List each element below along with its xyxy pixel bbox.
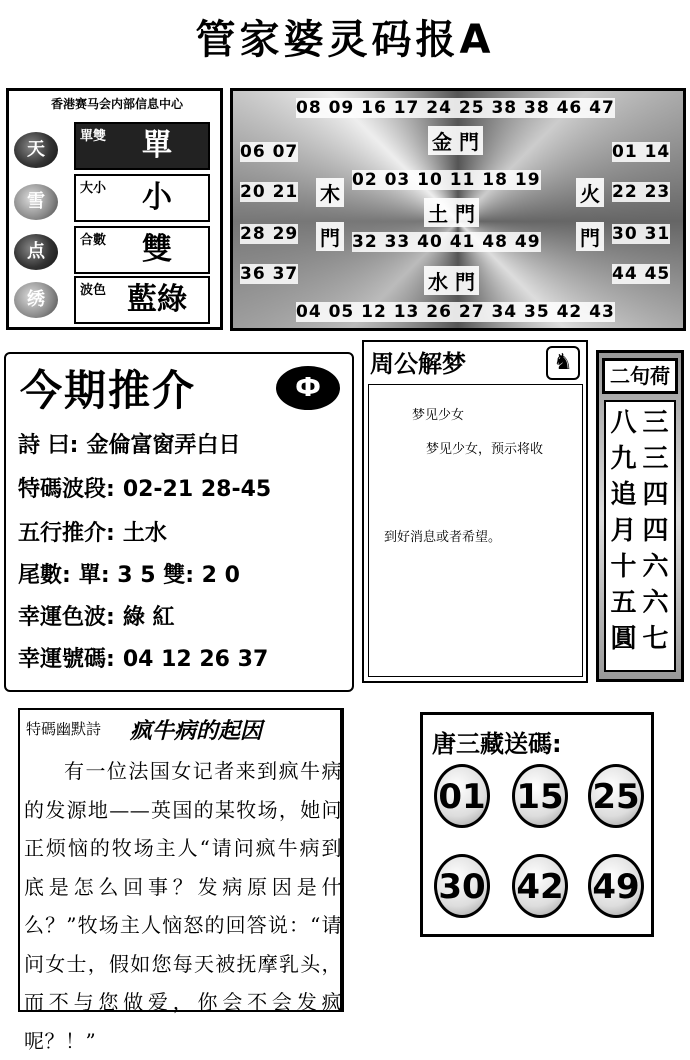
info-header: 香港赛马会内部信息中心	[50, 97, 183, 111]
board-left-row: 20 21	[240, 182, 299, 202]
recommend-value: 04 12 26 37	[122, 647, 269, 672]
recommend-logo-icon: Ф	[276, 366, 340, 410]
recommend-value: 金倫富窗弄白日	[86, 433, 241, 458]
recommend-row	[18, 472, 348, 512]
verse-title: 二句荷	[602, 358, 678, 394]
info-row-sum	[74, 226, 210, 274]
tang-title: 唐三藏送碼:	[432, 730, 562, 758]
recommend-title: 今期推介	[20, 366, 197, 415]
poem-body: 有一位法国女记者来到疯牛病的发源地——英国的某牧场，她问正烦恼的牧场主人“请问疯牛病到底是怎么回事？发病原因是什么？”牧场主人恼怒的回答说：“请问女士，假如您每天被抚摩乳头，而不与您做爱，你会不会发疯呢？！”	[24, 759, 342, 1053]
info-row-label: 合數	[80, 233, 107, 248]
board-left-row: 36 37	[240, 264, 299, 284]
recommend-row	[18, 428, 348, 468]
dream-title: 周公解梦	[370, 350, 466, 378]
verse-content	[604, 400, 676, 672]
verse-column-left: 八九追月十五圓	[606, 408, 636, 660]
info-row-value: 單	[142, 128, 172, 163]
tang-number-ball: 49	[588, 854, 644, 918]
info-ball-3: 点	[14, 234, 58, 270]
info-ball-4: 绣	[14, 282, 58, 318]
gate-wood: 木	[316, 178, 344, 207]
gate-earth: 土 門	[424, 198, 479, 227]
info-row-value: 雙	[142, 232, 172, 267]
board-top-row: 08 09 16 17 24 25 38 38 46 47	[296, 98, 615, 118]
poem-title: 疯牛病的起因	[130, 719, 263, 744]
board-center-top: 02 03 10 11 18 19	[352, 170, 541, 190]
recommend-label: 尾數:	[18, 563, 71, 588]
recommend-value: 綠 紅	[122, 605, 175, 630]
info-row-color	[74, 276, 210, 324]
recommend-label: 幸運色波:	[18, 605, 115, 630]
board-right-row: 01 14	[612, 142, 671, 162]
recommend-label: 幸運號碼:	[18, 647, 115, 672]
recommend-row	[18, 558, 348, 598]
tang-number-ball: 42	[512, 854, 568, 918]
board-left-row: 06 07	[240, 142, 299, 162]
dream-icon: ♞	[546, 346, 580, 380]
info-row-label: 大小	[80, 181, 107, 196]
info-row-odd-even	[74, 122, 210, 170]
board-center-bottom: 32 33 40 41 48 49	[352, 232, 541, 252]
board-bottom-row: 04 05 12 13 26 27 34 35 42 43	[296, 302, 615, 322]
recommend-row	[18, 600, 348, 640]
recommend-label: 詩 曰:	[18, 433, 79, 458]
tang-number-ball: 30	[434, 854, 490, 918]
info-row-value: 小	[142, 180, 172, 215]
info-row-label: 單雙	[80, 129, 107, 144]
dream-line-2: 到好消息或者希望。	[384, 530, 502, 545]
recommend-value: 單: 3 5 雙: 2 0	[78, 563, 240, 588]
gate-fire-door: 門	[576, 222, 604, 251]
board-right-row: 22 23	[612, 182, 671, 202]
recommend-value: 土水	[122, 521, 167, 546]
board-right-row: 44 45	[612, 264, 671, 284]
tang-number-ball: 25	[588, 764, 644, 828]
gate-metal: 金 門	[428, 126, 483, 155]
dream-heading: 梦见少女	[412, 408, 465, 423]
recommend-row	[18, 642, 348, 682]
recommend-label: 特碼波段:	[18, 477, 115, 502]
info-ball-2: 雪	[14, 184, 58, 220]
info-row-value: 藍綠	[127, 282, 187, 317]
gate-fire: 火	[576, 178, 604, 207]
info-ball-1: 天	[14, 132, 58, 168]
tang-number-ball: 01	[434, 764, 490, 828]
tang-number-ball: 15	[512, 764, 568, 828]
board-right-row: 30 31	[612, 224, 671, 244]
poem-label: 特碼幽默詩	[26, 720, 102, 738]
dream-line-1: 梦见少女，预示将收	[426, 442, 544, 457]
gate-wood-door: 門	[316, 222, 344, 251]
gate-water: 水 門	[424, 266, 479, 295]
recommend-value: 02-21 28-45	[122, 477, 272, 502]
recommend-row	[18, 516, 348, 556]
recommend-label: 五行推介:	[18, 521, 115, 546]
verse-column-right: 三三四四六六七	[638, 408, 668, 660]
page-title: 管家婆灵码报A	[195, 17, 495, 63]
info-row-label: 波色	[80, 283, 107, 298]
board-left-row: 28 29	[240, 224, 299, 244]
info-row-size	[74, 174, 210, 222]
